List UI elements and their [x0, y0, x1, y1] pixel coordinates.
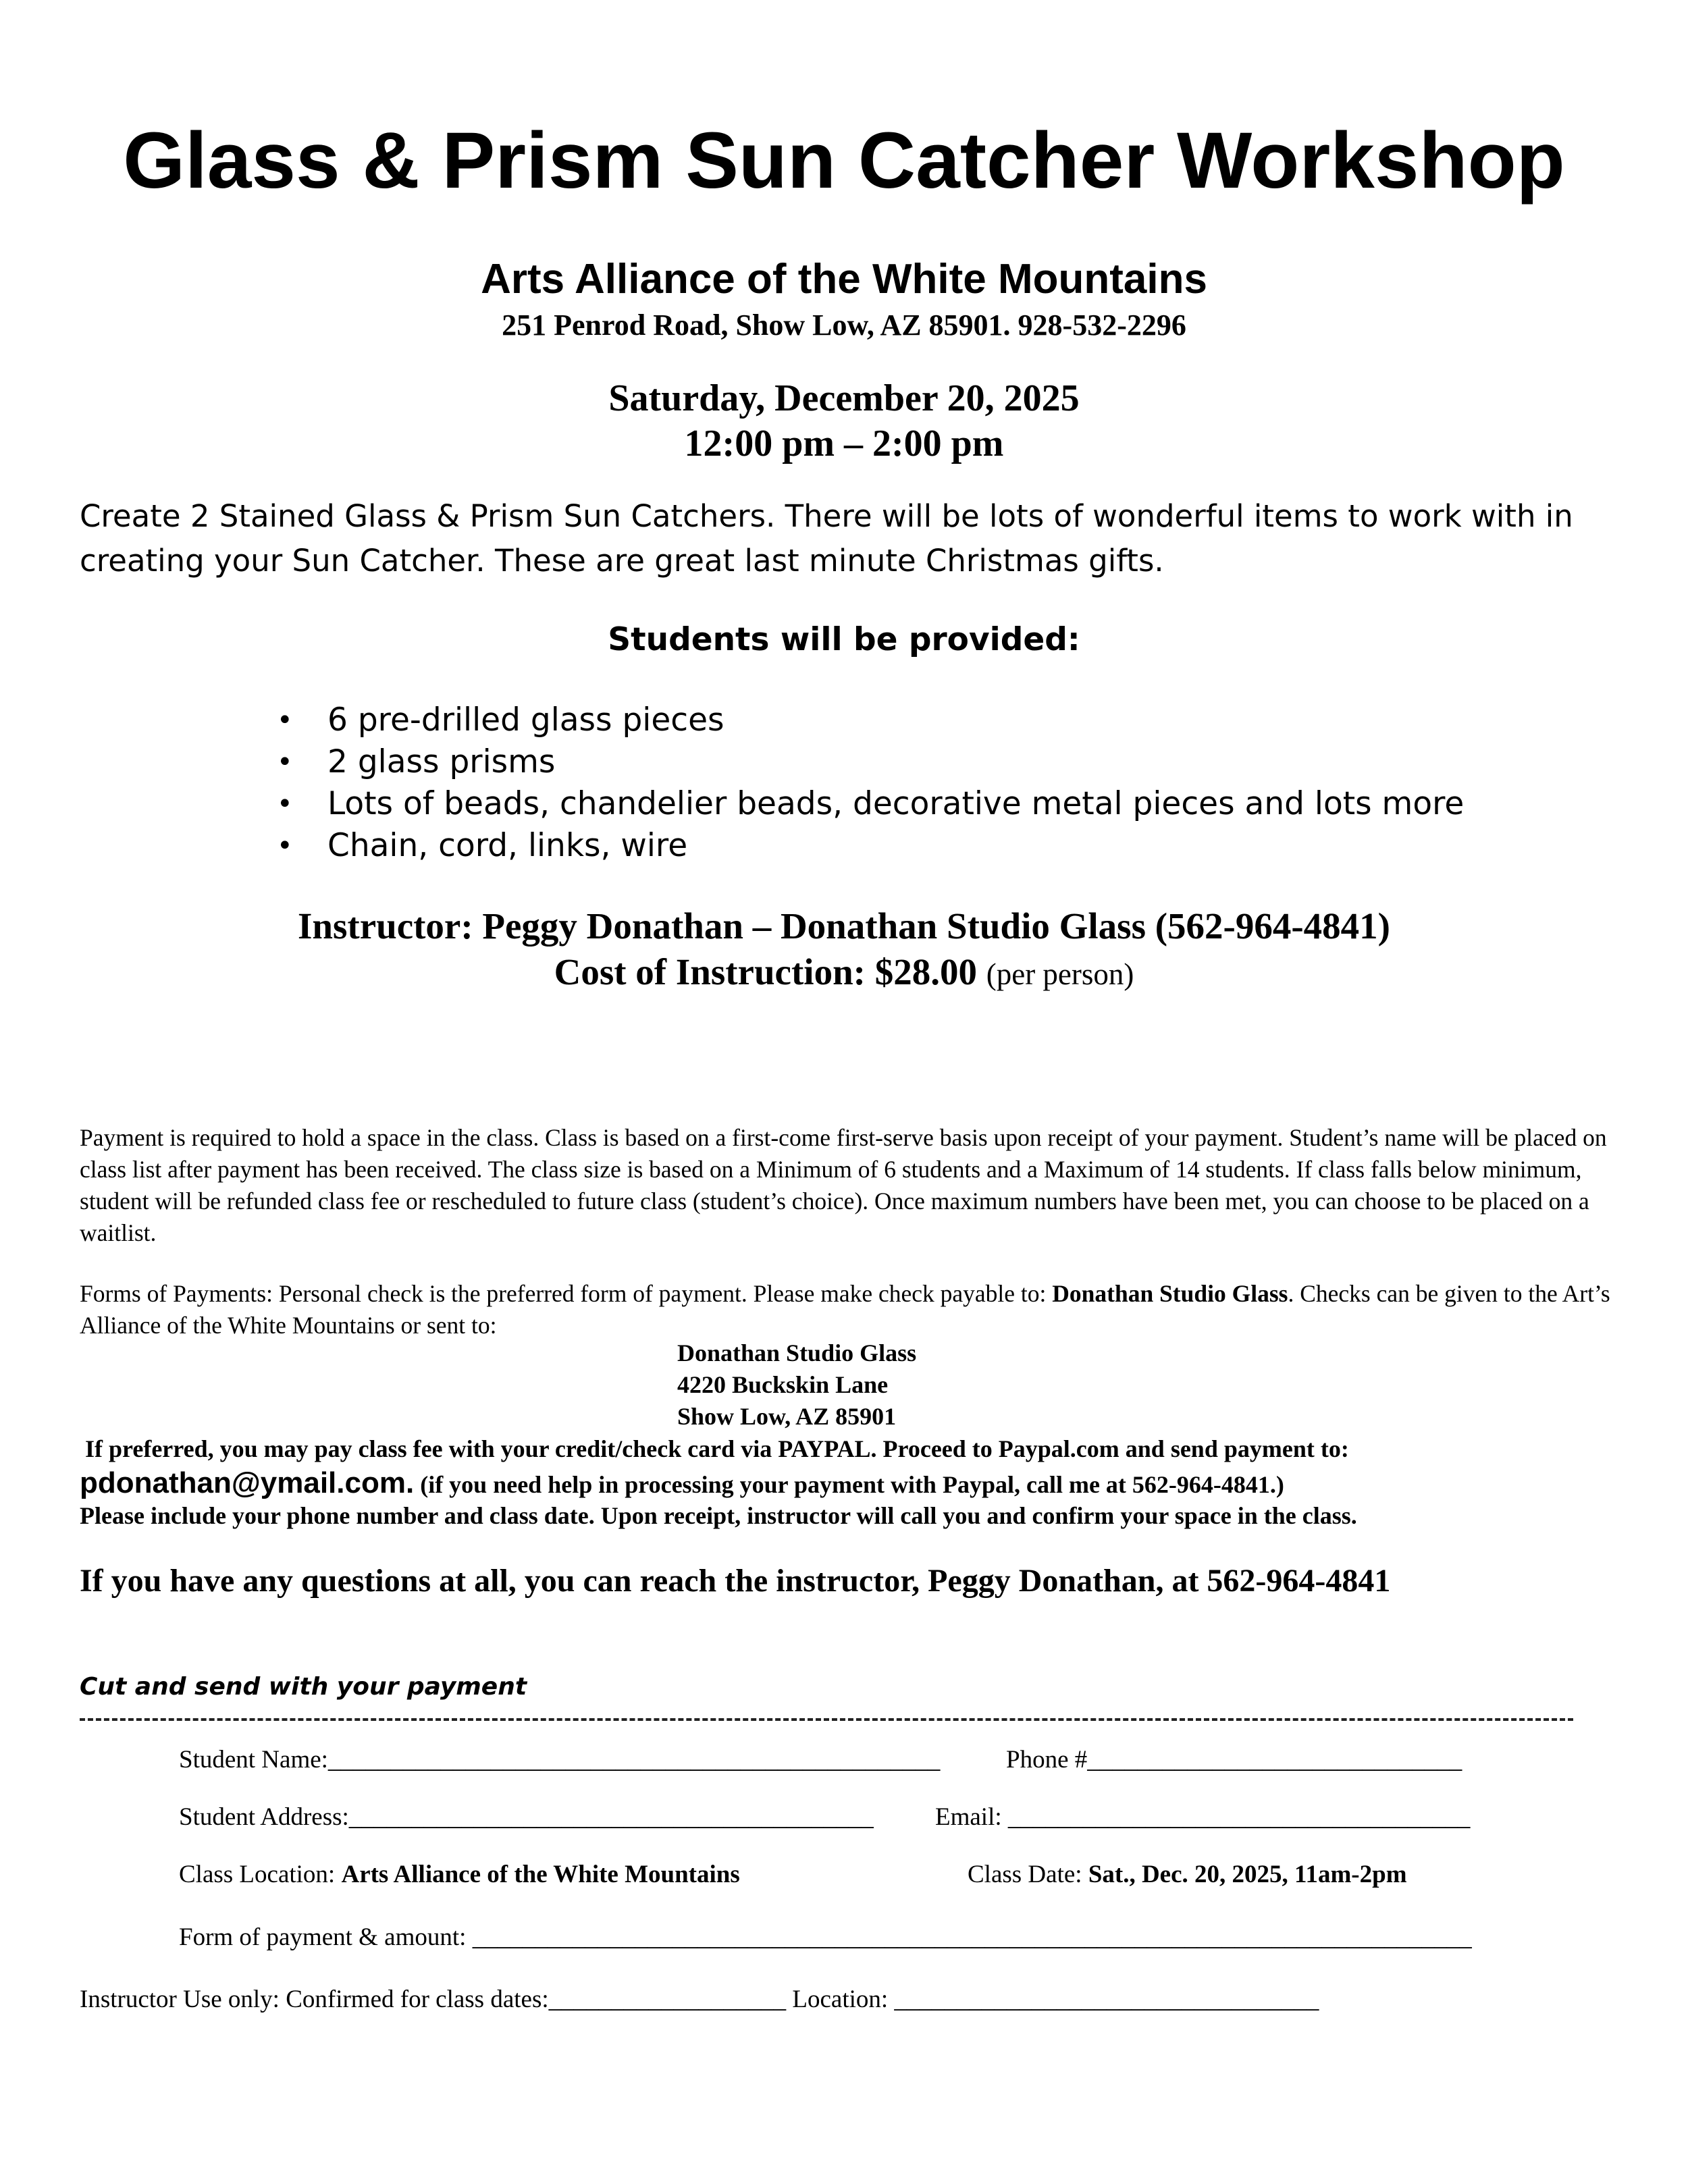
- instructor-use-field[interactable]: Instructor Use only: Confirmed for class dates:___________________ Location: __________________________________: [80, 1986, 1319, 2013]
- payee-name: Donathan Studio Glass: [1052, 1280, 1288, 1307]
- class-date-label: Class Date:: [968, 1861, 1088, 1888]
- cost-note: (per person): [986, 957, 1134, 991]
- mailing-address-line: 4220 Buckskin Lane: [677, 1371, 889, 1398]
- student-address-field[interactable]: Student Address:__________________________________________: [179, 1803, 874, 1831]
- list-item: [277, 783, 1464, 825]
- class-location-value: Arts Alliance of the White Mountains: [341, 1861, 740, 1888]
- list-item: [277, 699, 1464, 741]
- cost-label: Cost of Instruction: $28.00: [554, 951, 977, 992]
- payment-paragraph: Payment is required to hold a space in the class. Class is based on a first-come first-serve basis upon receipt of your payment. Student’s name will be placed on class list after payment has been received. The class size is based on a Minimum of 6 students and a Maximum of 14 students. If class falls below minimum, student will be refunded class fee or rescheduled to future class (student’s choice). Once maximum numbers have been met, you can choose to be placed on a waitlist.: [80, 1124, 1607, 1246]
- questions-line: If you have any questions at all, you can reach the instructor, Peggy Donathan, at 562-964-4841: [80, 1563, 1391, 1599]
- forms-text-after: . Checks can be given to the Art’s Alliance of the White Mountains or sent to:: [80, 1280, 1610, 1339]
- student-name-field[interactable]: Student Name:_________________________________________________: [179, 1746, 941, 1774]
- class-location: [179, 1860, 740, 1889]
- organization-address: 251 Penrod Road, Show Low, AZ 85901. 928-532-2296: [502, 309, 1186, 342]
- bullet-icon: •: [277, 830, 293, 861]
- paypal-confirm-note: Please include your phone number and class date. Upon receipt, instructor will call you and confirm your space in the class.: [80, 1502, 1357, 1529]
- paypal-email-line: [80, 1466, 1284, 1500]
- cost-line: [0, 951, 1688, 993]
- paypal-instructions: If preferred, you may pay class fee with your credit/check card via PAYPAL. Proceed to Paypal.com and send payment to:: [85, 1435, 1349, 1462]
- supply-item: 2 glass prisms: [327, 743, 556, 780]
- cut-label: Cut and send with your payment: [80, 1673, 527, 1701]
- paypal-email: pdonathan@ymail.com.: [80, 1466, 415, 1499]
- event-date: Saturday, December 20, 2025: [608, 377, 1080, 419]
- supply-item: 6 pre-drilled glass pieces: [327, 701, 724, 739]
- email-field[interactable]: Email: _____________________________________: [935, 1803, 1471, 1831]
- organization-name: Arts Alliance of the White Mountains: [481, 256, 1207, 302]
- phone-field[interactable]: Phone #______________________________: [1006, 1746, 1462, 1774]
- forms-of-payment-paragraph: [80, 1278, 1619, 1341]
- page-title: Glass & Prism Sun Catcher Workshop: [123, 116, 1565, 205]
- mailing-address-line: Donathan Studio Glass: [677, 1339, 917, 1366]
- supplies-list: [277, 699, 1464, 867]
- class-date: [968, 1860, 1407, 1889]
- instructor-line: Instructor: Peggy Donathan – Donathan Studio Glass (562-964-4841): [297, 905, 1390, 947]
- provided-heading: Students will be provided:: [608, 621, 1080, 658]
- bullet-icon: •: [277, 705, 293, 736]
- cut-line-divider: [80, 1718, 1573, 1721]
- mailing-address-line: Show Low, AZ 85901: [677, 1403, 897, 1430]
- bullet-icon: •: [277, 747, 293, 778]
- forms-text-before: Forms of Payments: Personal check is the preferred form of payment. Please make check payable to:: [80, 1280, 1053, 1307]
- event-time: 12:00 pm – 2:00 pm: [684, 423, 1004, 464]
- list-item: [277, 825, 1464, 867]
- bullet-icon: •: [277, 789, 293, 820]
- supply-item: Lots of beads, chandelier beads, decorative metal pieces and lots more: [327, 785, 1465, 822]
- class-location-label: Class Location:: [179, 1861, 342, 1888]
- supply-item: Chain, cord, links, wire: [327, 827, 688, 864]
- paypal-help: (if you need help in processing your payment with Paypal, call me at 562-964-4841.): [414, 1471, 1284, 1498]
- payment-amount-field[interactable]: Form of payment & amount: ________________________________________________________________________________: [179, 1923, 1472, 1951]
- intro-paragraph: Create 2 Stained Glass & Prism Sun Catchers. There will be lots of wonderful items to work with in creating your Sun Catcher. These are great last minute Christmas gifts.: [80, 498, 1573, 579]
- class-date-value: Sat., Dec. 20, 2025, 11am-2pm: [1088, 1861, 1407, 1888]
- list-item: [277, 741, 1464, 783]
